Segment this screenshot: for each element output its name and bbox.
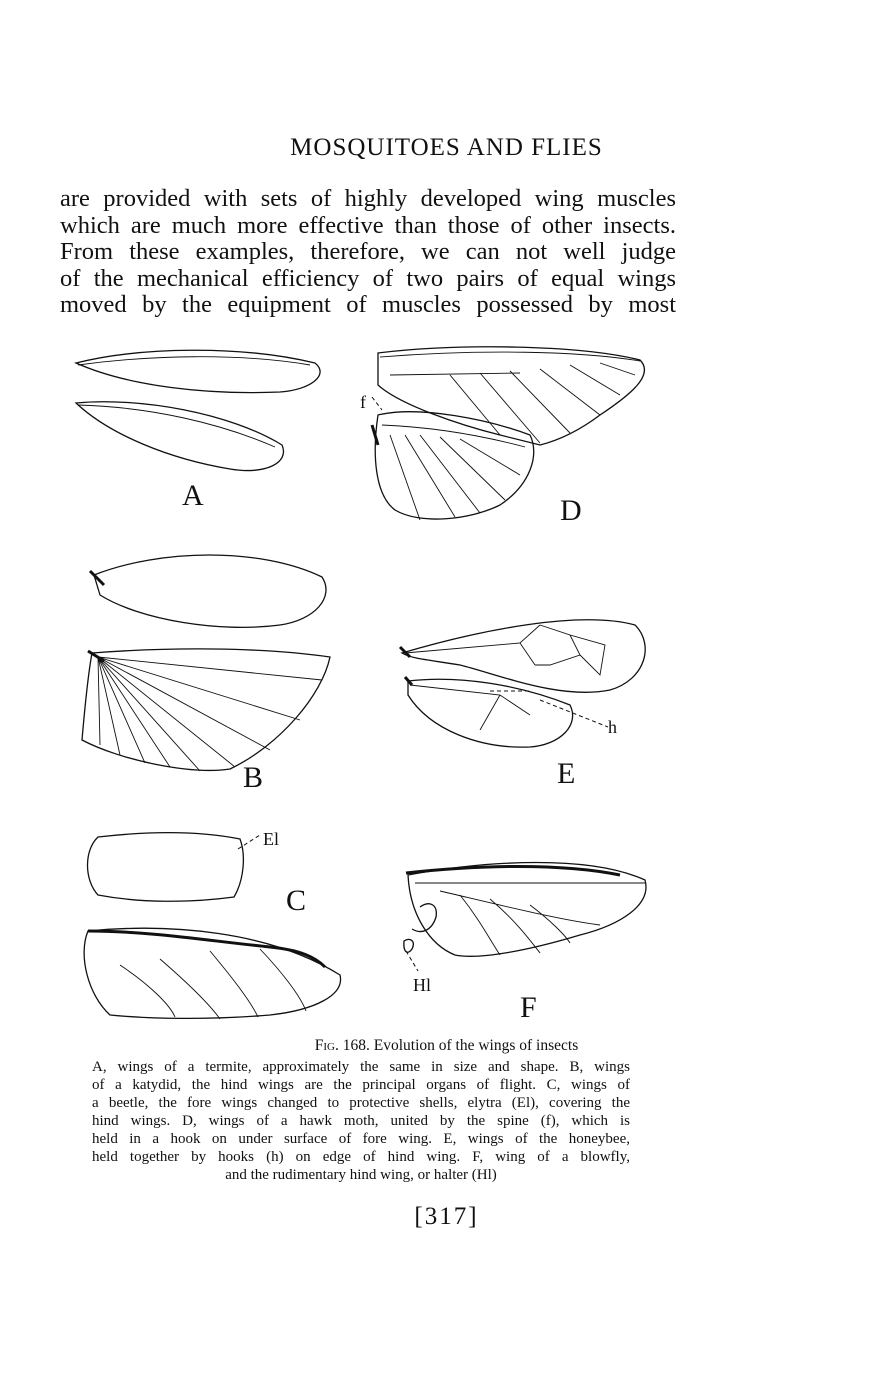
wing-evolution-figure [60,335,700,1025]
katydid-wings [82,555,330,771]
panel-label-e: E [557,757,576,790]
panel-label-f: F [520,991,537,1024]
panel-label-d: D [560,494,582,527]
callout-hooks: h [608,717,617,737]
caption-line: and the rudimentary hind wing, or halter (Hl) [225,1167,497,1183]
caption-line: A, wings of a termite, approximately the same in size and shape. B, wings [92,1059,630,1075]
page-number: [317] [414,1203,479,1230]
running-head: MOSQUITOES AND FLIES [290,134,603,161]
figure-number: Fig. 168. [314,1037,370,1054]
figure-caption-title [0,1037,893,1055]
blowfly-wing [404,863,646,972]
hawk-moth-wings [372,347,644,520]
caption-line: of a katydid, the hind wings are the principal organs of flight. C, wings of [92,1077,630,1093]
body-line: moved by the equipment of muscles possessed by most [60,291,676,318]
body-paragraph [60,186,676,319]
figure-caption [92,1058,630,1184]
caption-line: a beetle, the fore wings changed to protective shells, elytra (El), covering the [92,1095,630,1111]
callout-elytra: El [263,829,279,849]
beetle-wings [84,833,340,1019]
callout-halter: Hl [413,975,431,995]
caption-line: held together by hooks (h) on edge of hind wing. F, wing of a blowfly, [92,1149,630,1165]
callout-spine: f [360,392,366,412]
panel-label-a: A [182,479,204,512]
body-line: which are much more effective than those of other insects. [60,211,676,239]
panel-label-b: B [243,761,264,794]
caption-line: hind wings. D, wings of a hawk moth, united by the spine (f), which is [92,1113,630,1129]
figure-title: Evolution of the wings of insects [373,1037,579,1054]
caption-line: held in a hook on under surface of fore wing. E, wings of the honeybee, [92,1131,630,1147]
panel-label-c: C [286,884,307,917]
termite-wings [76,350,320,470]
body-line: of the mechanical efficiency of two pairs of equal wings [60,264,676,292]
body-line: are provided with sets of highly developed wing muscles [60,185,676,212]
body-line: From these examples, therefore, we can not well judge [60,238,676,265]
